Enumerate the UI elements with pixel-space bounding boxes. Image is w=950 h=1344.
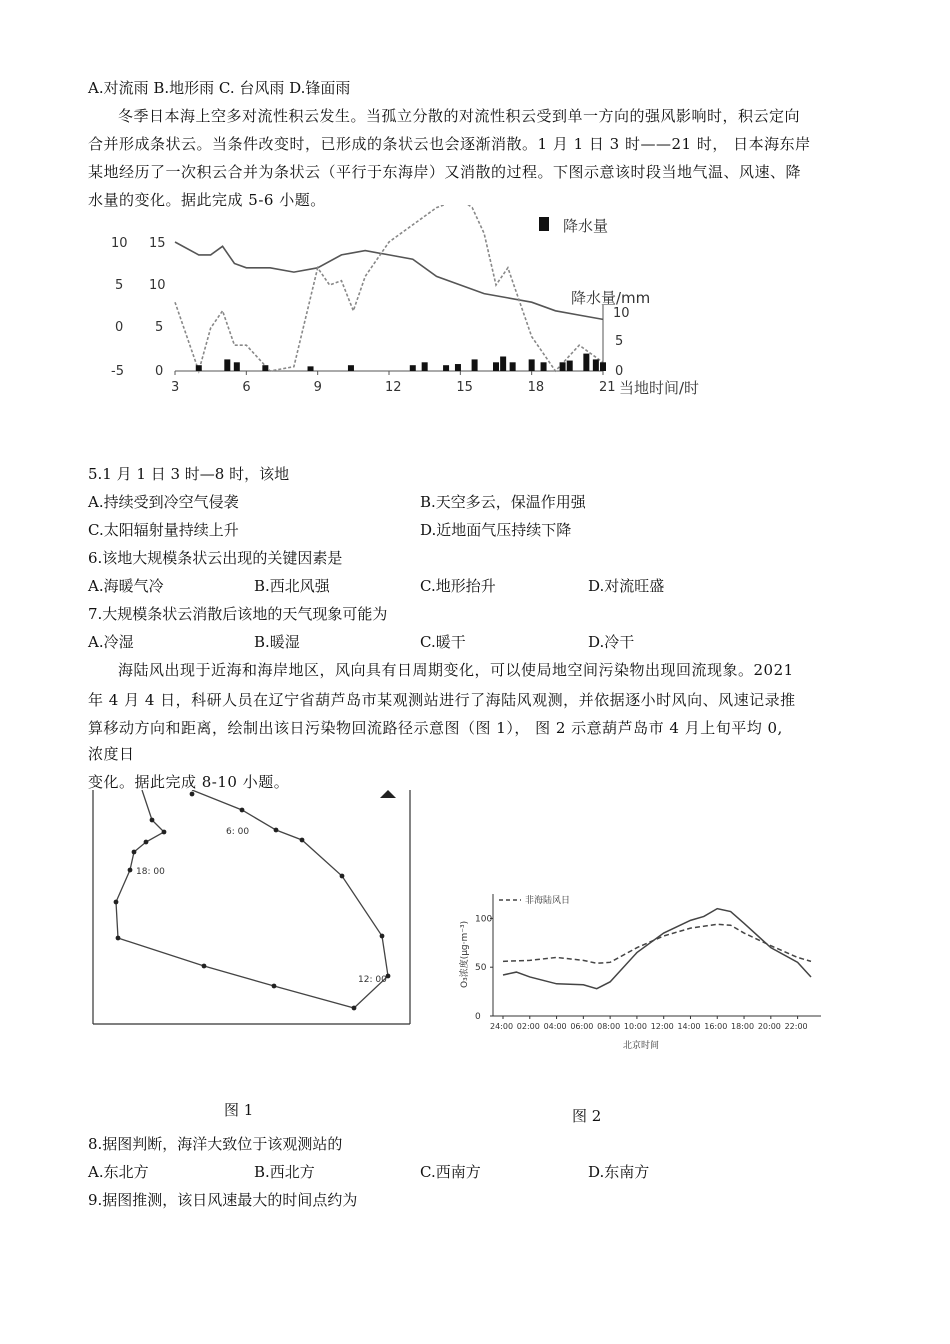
passage1-line4: 水量的变化。据此完成 5-6 小题。 [88,191,326,209]
precip-bar [348,365,354,371]
x-tick-label: 9 [313,380,322,395]
x-tick-label: 24:00 [490,1022,514,1031]
x-tick-label: 12 [385,380,402,395]
q8-option-b[interactable]: B.西北方 [254,1163,315,1181]
y-axis-label: O₃浓度(μg·m⁻³) [460,920,470,988]
fig2-caption: 图 2 [572,1107,602,1125]
passage1-line2: 合并形成条状云。当条件改变时，已形成的条状云也会逐渐消散。1 月 1 日 3 时——21 时， 日本海东岸 [88,135,811,153]
right-axis-label: 降水量/mm [571,289,651,307]
pollutant-path-figure [92,790,412,1026]
x-axis-label: 当地时间/时 [619,379,700,397]
precip-legend-label: 降水量 [563,217,609,235]
q7-option-c[interactable]: C.暖干 [420,633,466,651]
mid-tick-15: 15 [149,236,166,251]
q5-option-b[interactable]: B.天空多云，保温作用强 [420,493,586,511]
q6-option-d[interactable]: D.对流旺盛 [588,577,665,595]
x-tick-label: 08:00 [597,1022,621,1031]
precip-bar [234,362,240,371]
passage2-line2: 年 4 月 4 日，科研人员在辽宁省葫芦岛市某观测站进行了海陆风观测，并依据逐小时风向、风速记录推 [88,691,796,709]
q7-option-a[interactable]: A.冷湿 [88,633,134,651]
x-tick-label: 02:00 [516,1022,540,1031]
precip-bar [308,366,314,371]
x-tick-label: 18 [527,380,545,395]
weather-chart [95,205,725,405]
passage2-line3: 算移动方向和距离，绘制出该日污染物回流路径示意图（图 1）， 图 2 示意葫芦岛市 4 月上旬平均 0, [88,719,783,737]
ozone-chart [455,888,825,1058]
passage2-line4: 浓度日 [88,745,135,763]
precip-bar [472,359,478,371]
x-tick-label: 06:00 [570,1022,594,1031]
legend-label: 非海陆风日 [525,896,571,906]
precip-bar [410,365,416,371]
mid-tick-10: 10 [149,278,166,293]
q8-option-a[interactable]: A.东北方 [88,1163,149,1181]
x-tick-label: 10:00 [623,1022,647,1031]
q6-stem: 6.该地大规模条状云出现的关键因素是 [88,549,343,567]
x-tick-label: 12:00 [650,1022,674,1031]
q6-option-c[interactable]: C.地形抬升 [420,577,496,595]
passage1-line3: 某地经历了一次积云合并为条状云（平行于东海岸）又消散的过程。下图示意该时段当地气温、风速、降 [88,163,802,181]
x-tick-label: 20:00 [757,1022,781,1031]
x-tick-label: 6 [242,380,251,395]
precip-bar [500,357,506,372]
left-tick-0: 0 [115,320,124,335]
precip-bar [583,354,589,371]
x-tick-label: 18:00 [731,1022,755,1031]
passage2-line1: 海陆风出现于近海和海岸地区，风向具有日周期变化，可以使局地空间污染物出现回流现象。2021 [118,661,794,679]
right-tick-10: 10 [613,306,630,321]
q6-option-b[interactable]: B.西北风强 [254,577,330,595]
fig1-caption: 图 1 [224,1101,254,1119]
x-tick-label: 3 [171,380,180,395]
x-tick-label: 21 [599,380,616,395]
precip-bar [510,362,516,371]
precip-bar [443,365,449,371]
mid-tick-5: 5 [155,320,164,335]
precip-bar [600,362,606,371]
sea-breeze-day-line [503,909,811,989]
left-tick-10: 10 [111,236,128,251]
q6-option-a[interactable]: A.海暖气冷 [88,577,164,595]
y-tick-label: 50 [475,963,487,974]
x-tick-label: 16:00 [704,1022,728,1031]
precip-bar [529,359,535,371]
precip-bar [541,362,547,371]
precip-bar [196,365,202,371]
q8-stem: 8.据图判断，海洋大致位于该观测站的 [88,1135,343,1153]
q5-option-c[interactable]: C.太阳辐射量持续上升 [88,521,239,539]
y-tick-label: 0 [475,1012,481,1022]
q8-option-d[interactable]: D.东南方 [588,1163,650,1181]
q9-stem: 9.据图推测，该日风速最大的时间点约为 [88,1191,358,1209]
label-18h: 18: 00 [136,867,165,877]
x-axis-label: 北京时间 [623,1041,660,1051]
right-tick-0: 0 [615,364,624,379]
left-tick-neg5: -5 [111,364,124,379]
label-12h: 12: 00 [358,975,387,985]
prev-question-options: A.对流雨 B.地形雨 C. 台风雨 D.锋面雨 [88,79,351,97]
q7-option-d[interactable]: D.冷干 [588,633,635,651]
passage1-line1: 冬季日本海上空多对流性积云发生。当孤立分散的对流性积云受到单一方向的强风影响时，积云定向 [118,107,801,125]
left-tick-5: 5 [115,278,124,293]
wind-speed-line [175,205,603,371]
q7-stem: 7.大规模条状云消散后该地的天气现象可能为 [88,605,388,623]
non-sea-breeze-day-line [503,924,811,963]
q5-stem: 5.1 月 1 日 3 时—8 时，该地 [88,465,290,483]
temperature-line [175,242,603,319]
label-6h: 6: 00 [226,827,250,837]
right-tick-5: 5 [615,334,624,349]
q5-option-d[interactable]: D.近地面气压持续下降 [420,521,572,539]
mid-tick-0: 0 [155,364,164,379]
precip-bar [493,362,499,371]
x-tick-label: 14:00 [677,1022,701,1031]
precip-bar [224,359,230,371]
x-tick-label: 15 [456,380,473,395]
precip-bar [560,362,566,371]
passage2-line5: 变化。据此完成 8-10 小题。 [88,773,290,791]
x-tick-label: 04:00 [543,1022,567,1031]
q7-option-b[interactable]: B.暖湿 [254,633,300,651]
q5-option-a[interactable]: A.持续受到冷空气侵袭 [88,493,239,511]
precip-bar [455,364,461,371]
north-arrow-icon [380,790,396,798]
x-tick-label: 22:00 [784,1022,808,1031]
y-tick-label: 100 [475,914,493,925]
precip-bar [593,359,599,371]
precip-bar [262,365,268,371]
precip-bar [567,361,573,371]
q8-option-c[interactable]: C.西南方 [420,1163,481,1181]
return-path [116,790,388,1008]
precip-bar [422,362,428,371]
precip-legend-swatch [539,217,549,231]
